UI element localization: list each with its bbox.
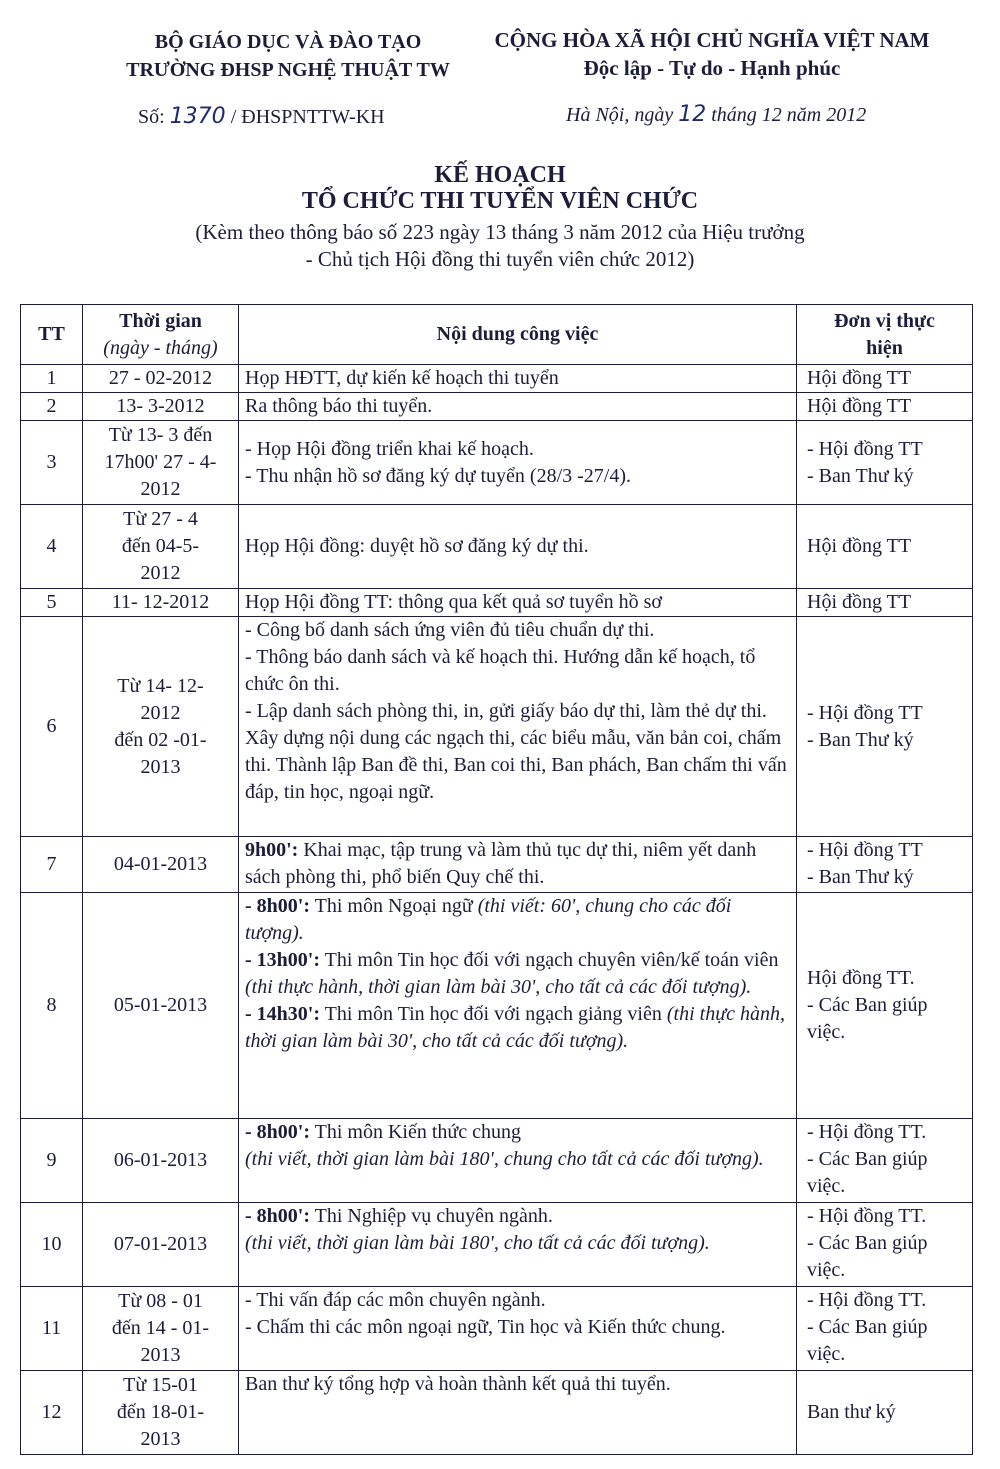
header-time-label: Thời gian	[119, 309, 202, 332]
row-content-line: - Lập danh sách phòng thi, in, gửi giấy báo dự thi, làm thẻ dự thi. Xây dựng nội dung các ngạch thi, các biểu mẫu, văn bản coi, chấm thi. Thành lập Ban đề thi, Ban coi thi, Ban phách, Ban chấm thi vấn đáp, tin học, ngoại ngữ.	[245, 700, 787, 803]
row-date-line: 04-01-2013	[113, 853, 208, 875]
row-date-line: Từ 27 - 4	[123, 508, 198, 530]
session-time: - 13h00':	[245, 949, 320, 971]
row-date-line: 2013	[140, 1428, 181, 1450]
document-number-handwritten: 1370	[169, 104, 226, 129]
row-date-line: 2012	[140, 478, 181, 500]
row-content: Ra thông báo thi tuyển.	[239, 393, 797, 421]
row-date	[83, 893, 239, 1119]
document-reference-line-1: (Kèm theo thông báo số 223 ngày 13 tháng 3 năm 2012 của Hiệu trưởng	[195, 220, 805, 244]
row-date	[83, 589, 239, 617]
row-content	[239, 617, 797, 837]
table-row	[21, 421, 973, 505]
row-unit-line: - Các Ban giúp	[807, 1148, 928, 1170]
row-date-line: Từ 13- 3 đến	[108, 424, 213, 446]
place-date-day-handwritten: 12	[678, 102, 707, 127]
row-date	[83, 505, 239, 589]
row-date-line: 2013	[140, 755, 181, 778]
row-content: Họp HĐTT, dự kiến kế hoạch thi tuyển	[239, 365, 797, 393]
session-entry	[245, 1001, 790, 1055]
row-date-line: 06-01-2013	[113, 1149, 208, 1171]
national-header	[492, 26, 932, 82]
row-number: 9	[21, 1119, 83, 1203]
row-unit-line: - Ban Thư ký	[807, 866, 914, 888]
table-row	[21, 1119, 973, 1203]
row-content	[239, 837, 797, 893]
row-date-line: 27 - 02-2012	[108, 367, 213, 389]
session-text: Khai mạc, tập trung và làm thủ tục dự thi, niêm yết danh sách phòng thi, phổ biến Quy chế thi.	[245, 839, 757, 888]
row-content: Họp Hội đồng: duyệt hồ sơ đăng ký dự thi.	[239, 505, 797, 589]
row-number: 11	[21, 1287, 83, 1371]
row-date-line: 13- 3-2012	[116, 395, 205, 417]
row-unit-line: - Các Ban giúp	[807, 994, 928, 1016]
row-date-line: 2012	[140, 701, 181, 724]
header-content: Nội dung công việc	[239, 305, 797, 365]
row-date-line: 17h00' 27 - 4-	[104, 451, 217, 473]
row-content-line: - Công bố danh sách ứng viên đủ tiêu chuẩn dự thi.	[245, 619, 655, 641]
row-unit-line: Hội đồng TT	[807, 591, 912, 613]
session-time: - 8h00':	[245, 1121, 310, 1143]
row-number: 4	[21, 505, 83, 589]
row-date	[83, 617, 239, 837]
table-row	[21, 837, 973, 893]
row-date-line: 11- 12-2012	[111, 591, 210, 613]
session-note: (thi viết: 60', chung cho các đối tượng).	[245, 895, 732, 944]
table-row	[21, 1371, 973, 1455]
table-row	[21, 365, 973, 393]
session-time: 9h00':	[245, 839, 299, 861]
row-unit-line: - Ban Thư ký	[807, 728, 914, 751]
row-unit-line: - Các Ban giúp	[807, 1232, 928, 1254]
row-date-line: đến 14 - 01-	[111, 1317, 210, 1339]
table-row	[21, 589, 973, 617]
school-name: TRƯỜNG ĐHSP NGHỆ THUẬT TW	[126, 59, 450, 81]
republic-name: CỘNG HÒA XÃ HỘI CHỦ NGHĨA VIỆT NAM	[494, 28, 930, 52]
session-entry	[245, 893, 790, 947]
session-entry	[245, 1203, 790, 1230]
row-unit	[797, 1119, 973, 1203]
row-number: 1	[21, 365, 83, 393]
row-number: 3	[21, 421, 83, 505]
row-number: 8	[21, 893, 83, 1119]
row-date-line: 2012	[140, 562, 181, 584]
row-unit-line: Ban thư ký	[807, 1401, 896, 1423]
row-unit-line: - Hội đồng TT	[807, 701, 923, 724]
row-content	[239, 1287, 797, 1371]
row-number: 2	[21, 393, 83, 421]
header-unit	[797, 305, 973, 365]
row-unit-line: việc.	[807, 1343, 846, 1365]
document-subject: TỔ CHỨC THI TUYỂN VIÊN CHỨC	[301, 188, 699, 214]
row-unit-line: - Hội đồng TT	[807, 839, 923, 861]
row-unit	[797, 365, 973, 393]
row-number: 6	[21, 617, 83, 837]
row-unit-line: - Các Ban giúp	[807, 1316, 928, 1338]
row-date-line: 05-01-2013	[113, 994, 208, 1016]
session-time: - 8h00':	[245, 1205, 310, 1227]
place-date	[566, 102, 866, 127]
place-date-prefix: Hà Nội, ngày	[566, 104, 674, 126]
header-time-sublabel: (ngày - tháng)	[103, 336, 218, 359]
row-unit-line: việc.	[807, 1021, 846, 1043]
table-row	[21, 893, 973, 1119]
ministry-name: BỘ GIÁO DỤC VÀ ĐÀO TẠO	[154, 31, 422, 53]
row-content	[239, 421, 797, 505]
row-content	[239, 1119, 797, 1203]
row-unit-line: Hội đồng TT	[807, 395, 912, 417]
row-unit	[797, 1287, 973, 1371]
session-entry	[245, 947, 790, 1001]
row-date-line: Từ 14- 12-	[117, 674, 204, 697]
row-date-line: đến 04-5-	[121, 535, 200, 557]
row-unit	[797, 421, 973, 505]
table-row	[21, 393, 973, 421]
row-number: 10	[21, 1203, 83, 1287]
row-content-line: - Thu nhận hồ sơ đăng ký dự tuyển (28/3 -27/4).	[245, 464, 631, 487]
row-content-line: - Thông báo danh sách và kế hoạch thi. Hướng dẫn kế hoạch, tổ chức ôn thi.	[245, 646, 756, 695]
row-unit	[797, 1371, 973, 1455]
row-date	[83, 837, 239, 893]
row-unit-line: - Hội đồng TT.	[807, 1205, 927, 1227]
session-entry	[245, 1119, 790, 1146]
row-content	[239, 893, 797, 1119]
session-text: Thi Nghiệp vụ chuyên ngành.	[310, 1205, 553, 1227]
session-note: (thi viết, thời gian làm bài 180', cho tất cả các đối tượng).	[245, 1232, 710, 1254]
row-number: 7	[21, 837, 83, 893]
session-time: - 8h00':	[245, 895, 310, 917]
row-date	[83, 421, 239, 505]
row-number: 5	[21, 589, 83, 617]
row-unit-line: Hội đồng TT	[807, 535, 912, 557]
row-unit-line: - Ban Thư ký	[807, 464, 914, 487]
row-unit-line: việc.	[807, 1175, 846, 1197]
row-date	[83, 1203, 239, 1287]
row-date	[83, 1119, 239, 1203]
row-unit	[797, 893, 973, 1119]
row-unit-line: Hội đồng TT.	[807, 967, 915, 989]
document-number	[138, 104, 385, 129]
document-reference-line-2: - Chủ tịch Hội đồng thi tuyển viên chức 2012)	[305, 247, 695, 271]
row-date-line: đến 02 -01-	[114, 728, 207, 751]
table-row	[21, 1287, 973, 1371]
row-content-line: - Chấm thi các môn ngoại ngữ, Tin học và Kiến thức chung.	[245, 1316, 726, 1338]
header-time	[83, 305, 239, 365]
row-date	[83, 1287, 239, 1371]
row-unit-line: - Hội đồng TT.	[807, 1121, 927, 1143]
row-unit	[797, 393, 973, 421]
session-text: Thi môn Ngoại ngữ	[310, 895, 478, 917]
schedule-table	[20, 304, 973, 1455]
table-row	[21, 1203, 973, 1287]
document-number-prefix: Số:	[138, 106, 165, 128]
row-unit-line: - Hội đồng TT.	[807, 1289, 927, 1311]
row-content-line: - Họp Hội đồng triển khai kế hoạch.	[245, 437, 534, 460]
issuer-header	[118, 28, 458, 84]
row-unit-line: việc.	[807, 1259, 846, 1281]
row-unit	[797, 837, 973, 893]
row-date-line: 07-01-2013	[113, 1233, 208, 1255]
row-unit	[797, 589, 973, 617]
session-text: Thi môn Tin học đối với ngạch chuyên viên/kế toán viên	[320, 949, 779, 971]
row-unit	[797, 1203, 973, 1287]
session-text: Thi môn Tin học đối với ngạch giảng viên	[320, 1003, 662, 1025]
table-row	[21, 617, 973, 837]
table-row	[21, 505, 973, 589]
row-content	[239, 1203, 797, 1287]
document-number-suffix: / ĐHSPNTTW-KH	[230, 106, 385, 128]
row-content: Họp Hội đồng TT: thông qua kết quả sơ tuyển hồ sơ	[239, 589, 797, 617]
header-tt: TT	[21, 305, 83, 365]
row-unit	[797, 505, 973, 589]
row-unit-line: Hội đồng TT	[807, 367, 912, 389]
row-date-line: Từ 15-01	[123, 1374, 198, 1396]
header-unit-line-2: hiện	[866, 336, 903, 359]
national-motto: Độc lập - Tự do - Hạnh phúc	[583, 56, 841, 80]
place-date-suffix: tháng 12 năm 2012	[711, 104, 867, 126]
row-date	[83, 1371, 239, 1455]
row-date	[83, 365, 239, 393]
row-unit	[797, 617, 973, 837]
session-time: - 14h30':	[245, 1003, 320, 1025]
session-note: (thi viết, thời gian làm bài 180', chung cho tất cả các đối tượng).	[245, 1148, 764, 1170]
document-title: KẾ HOẠCH	[434, 162, 566, 188]
session-note: (thi thực hành, thời gian làm bài 30', cho tất cả các đối tượng).	[245, 1003, 785, 1052]
row-content-line: - Thi vấn đáp các môn chuyên ngành.	[245, 1289, 546, 1311]
session-note: (thi thực hành, thời gian làm bài 30', cho tất cả các đối tượng).	[245, 976, 752, 998]
row-date-line: 2013	[140, 1344, 181, 1366]
row-unit-line: - Hội đồng TT	[807, 437, 923, 460]
row-date	[83, 393, 239, 421]
row-date-line: Từ 08 - 01	[118, 1290, 203, 1312]
row-content: Ban thư ký tổng hợp và hoàn thành kết quả thi tuyển.	[239, 1371, 797, 1455]
header-unit-line-1: Đơn vị thực	[834, 309, 935, 332]
table-header-row	[21, 305, 973, 365]
session-text: Thi môn Kiến thức chung	[310, 1121, 521, 1143]
row-number: 12	[21, 1371, 83, 1455]
row-date-line: đến 18-01-	[116, 1401, 205, 1423]
